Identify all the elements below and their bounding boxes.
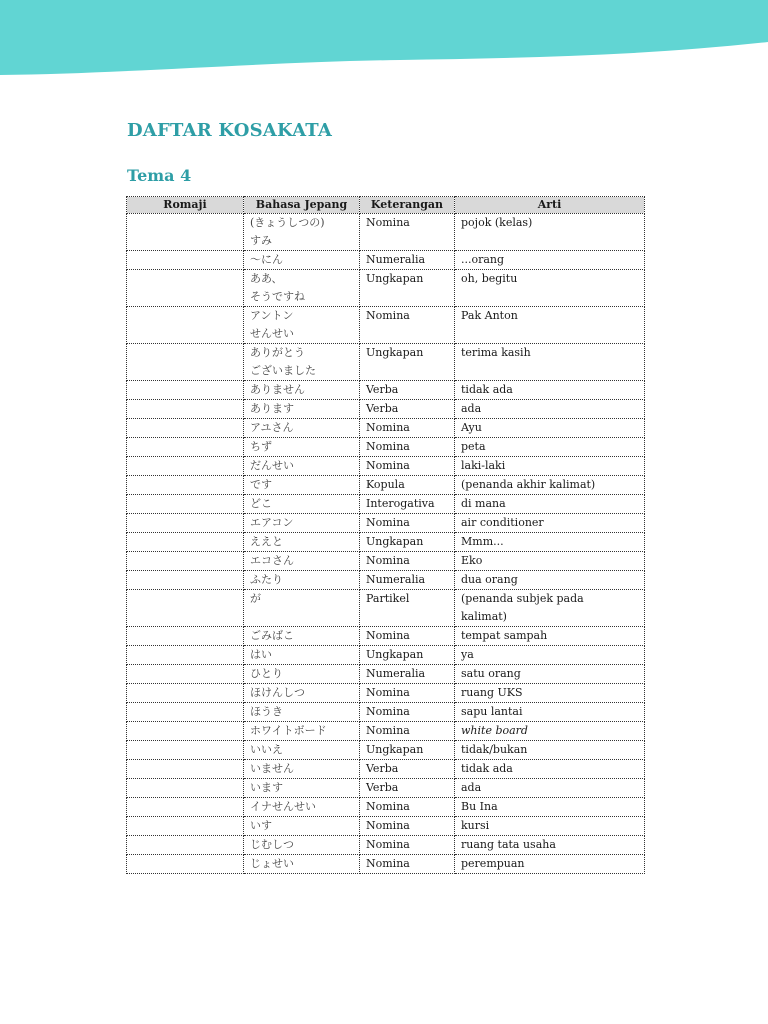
cell-keterangan: Nomina [360, 307, 455, 344]
table-row [127, 344, 645, 381]
cell-arti: tidak ada [455, 760, 645, 779]
cell-arti: pojok (kelas) [455, 214, 645, 251]
cell-arti: perempuan [455, 855, 645, 874]
cell-romaji [127, 251, 244, 270]
table-row [127, 798, 645, 817]
cell-romaji [127, 514, 244, 533]
cell-arti: ada [455, 400, 645, 419]
cell-arti: (penanda akhir kalimat) [455, 476, 645, 495]
cell-romaji [127, 855, 244, 874]
table-header-row [127, 197, 645, 214]
cell-romaji [127, 533, 244, 552]
cell-bahasa-jepang: いません [244, 760, 360, 779]
cell-bahasa-jepang: ちず [244, 438, 360, 457]
vocabulary-table [126, 196, 645, 874]
cell-romaji [127, 627, 244, 646]
table-row [127, 836, 645, 855]
table-row [127, 741, 645, 760]
cell-bahasa-jepang: ええと [244, 533, 360, 552]
cell-keterangan: Numeralia [360, 571, 455, 590]
cell-bahasa-jepang: ありがとう ございました [244, 344, 360, 381]
cell-bahasa-jepang: ありません [244, 381, 360, 400]
cell-arti: kursi [455, 817, 645, 836]
cell-romaji [127, 817, 244, 836]
column-header-romaji: Romaji [127, 197, 244, 214]
table-row [127, 627, 645, 646]
cell-arti: Mmm... [455, 533, 645, 552]
cell-keterangan: Numeralia [360, 665, 455, 684]
cell-romaji [127, 703, 244, 722]
cell-bahasa-jepang: アントン せんせい [244, 307, 360, 344]
cell-romaji [127, 646, 244, 665]
cell-arti: sapu lantai [455, 703, 645, 722]
cell-keterangan: Interogativa [360, 495, 455, 514]
table-row [127, 665, 645, 684]
cell-bahasa-jepang: ひとり [244, 665, 360, 684]
cell-arti: Eko [455, 552, 645, 571]
column-header-keterangan: Keterangan [360, 197, 455, 214]
vocabulary-table-body [127, 214, 645, 874]
cell-bahasa-jepang: ふたり [244, 571, 360, 590]
cell-romaji [127, 381, 244, 400]
cell-romaji [127, 741, 244, 760]
cell-keterangan: Nomina [360, 703, 455, 722]
cell-keterangan: Verba [360, 779, 455, 798]
cell-bahasa-jepang: イナせんせい [244, 798, 360, 817]
table-row [127, 703, 645, 722]
cell-romaji [127, 590, 244, 627]
cell-keterangan: Nomina [360, 836, 455, 855]
table-row [127, 817, 645, 836]
cell-arti: Ayu [455, 419, 645, 438]
cell-arti: di mana [455, 495, 645, 514]
cell-bahasa-jepang: エアコン [244, 514, 360, 533]
cell-bahasa-jepang: エコさん [244, 552, 360, 571]
cell-bahasa-jepang: だんせい [244, 457, 360, 476]
table-row [127, 760, 645, 779]
table-row [127, 571, 645, 590]
cell-bahasa-jepang: います [244, 779, 360, 798]
cell-keterangan: Nomina [360, 419, 455, 438]
table-row [127, 552, 645, 571]
section-title: Tema 4 [127, 166, 192, 185]
cell-romaji [127, 836, 244, 855]
cell-arti: ruang UKS [455, 684, 645, 703]
page-title: DAFTAR KOSAKATA [127, 120, 333, 141]
cell-romaji [127, 760, 244, 779]
cell-keterangan: Ungkapan [360, 741, 455, 760]
table-row [127, 533, 645, 552]
cell-bahasa-jepang: ああ、 そうですね [244, 270, 360, 307]
cell-keterangan: Ungkapan [360, 270, 455, 307]
cell-bahasa-jepang: ごみばこ [244, 627, 360, 646]
table-row [127, 419, 645, 438]
cell-romaji [127, 419, 244, 438]
cell-keterangan: Ungkapan [360, 533, 455, 552]
table-row [127, 646, 645, 665]
table-row [127, 514, 645, 533]
cell-romaji [127, 798, 244, 817]
column-header-arti: Arti [455, 197, 645, 214]
cell-bahasa-jepang: ホワイトボード [244, 722, 360, 741]
cell-romaji [127, 571, 244, 590]
table-row [127, 684, 645, 703]
cell-arti: terima kasih [455, 344, 645, 381]
cell-arti: ada [455, 779, 645, 798]
table-row [127, 779, 645, 798]
cell-arti: oh, begitu [455, 270, 645, 307]
cell-bahasa-jepang: が [244, 590, 360, 627]
cell-romaji [127, 476, 244, 495]
cell-arti: ruang tata usaha [455, 836, 645, 855]
cell-romaji [127, 344, 244, 381]
cell-keterangan: Verba [360, 760, 455, 779]
cell-romaji [127, 270, 244, 307]
cell-romaji [127, 214, 244, 251]
cell-keterangan: Nomina [360, 855, 455, 874]
column-header-bahasa-jepang: Bahasa Jepang [244, 197, 360, 214]
cell-keterangan: Nomina [360, 684, 455, 703]
cell-arti: Pak Anton [455, 307, 645, 344]
cell-keterangan: Nomina [360, 457, 455, 476]
cell-arti: (penanda subjek pada kalimat) [455, 590, 645, 627]
table-row [127, 307, 645, 344]
cell-bahasa-jepang: アユさん [244, 419, 360, 438]
cell-romaji [127, 307, 244, 344]
cell-arti: satu orang [455, 665, 645, 684]
table-row [127, 476, 645, 495]
cell-arti: ...orang [455, 251, 645, 270]
table-row [127, 270, 645, 307]
table-row [127, 855, 645, 874]
cell-keterangan: Nomina [360, 627, 455, 646]
cell-keterangan: Nomina [360, 552, 455, 571]
cell-romaji [127, 722, 244, 741]
cell-keterangan: Nomina [360, 798, 455, 817]
header-wave-banner [0, 0, 768, 80]
cell-keterangan: Verba [360, 400, 455, 419]
cell-arti: white board [455, 722, 645, 741]
cell-keterangan: Kopula [360, 476, 455, 495]
cell-romaji [127, 552, 244, 571]
cell-bahasa-jepang: いいえ [244, 741, 360, 760]
cell-arti: tidak/bukan [455, 741, 645, 760]
cell-keterangan: Verba [360, 381, 455, 400]
cell-arti: ya [455, 646, 645, 665]
cell-romaji [127, 400, 244, 419]
table-row [127, 214, 645, 251]
cell-keterangan: Ungkapan [360, 344, 455, 381]
cell-keterangan: Partikel [360, 590, 455, 627]
cell-romaji [127, 779, 244, 798]
cell-bahasa-jepang: いす [244, 817, 360, 836]
cell-romaji [127, 438, 244, 457]
cell-arti: air conditioner [455, 514, 645, 533]
table-row [127, 400, 645, 419]
cell-keterangan: Nomina [360, 214, 455, 251]
cell-bahasa-jepang: じむしつ [244, 836, 360, 855]
cell-romaji [127, 665, 244, 684]
cell-romaji [127, 684, 244, 703]
cell-arti: tidak ada [455, 381, 645, 400]
cell-bahasa-jepang: あります [244, 400, 360, 419]
cell-keterangan: Nomina [360, 438, 455, 457]
table-row [127, 457, 645, 476]
cell-keterangan: Nomina [360, 514, 455, 533]
cell-arti: dua orang [455, 571, 645, 590]
cell-bahasa-jepang: はい [244, 646, 360, 665]
cell-romaji [127, 495, 244, 514]
table-row [127, 722, 645, 741]
table-row [127, 590, 645, 627]
cell-bahasa-jepang: じょせい [244, 855, 360, 874]
table-row [127, 438, 645, 457]
cell-keterangan: Numeralia [360, 251, 455, 270]
cell-keterangan: Nomina [360, 817, 455, 836]
cell-bahasa-jepang: (きょうしつの) すみ [244, 214, 360, 251]
cell-bahasa-jepang: どこ [244, 495, 360, 514]
cell-bahasa-jepang: です [244, 476, 360, 495]
cell-arti: peta [455, 438, 645, 457]
table-row [127, 381, 645, 400]
cell-bahasa-jepang: ほけんしつ [244, 684, 360, 703]
cell-bahasa-jepang: ほうき [244, 703, 360, 722]
cell-keterangan: Nomina [360, 722, 455, 741]
cell-bahasa-jepang: ～にん [244, 251, 360, 270]
table-row [127, 251, 645, 270]
cell-arti: Bu Ina [455, 798, 645, 817]
cell-arti: tempat sampah [455, 627, 645, 646]
cell-romaji [127, 457, 244, 476]
table-row [127, 495, 645, 514]
cell-keterangan: Ungkapan [360, 646, 455, 665]
cell-arti: laki-laki [455, 457, 645, 476]
